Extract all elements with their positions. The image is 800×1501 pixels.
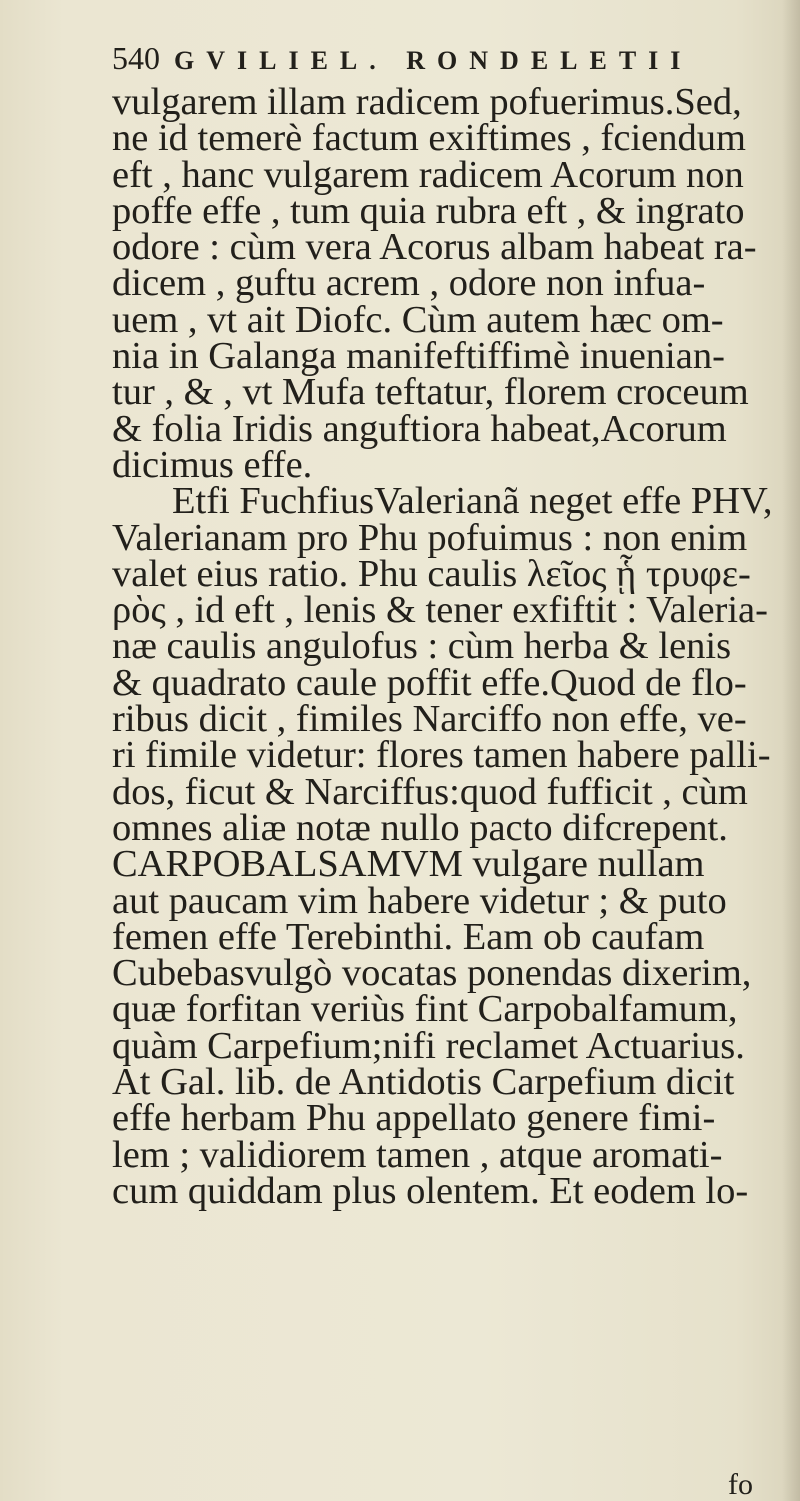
text-line: dicimus effe. [112,443,313,486]
text-line: effe herbam Phu appellato genere fimi- [112,1097,716,1140]
text-line: & folia Iridis anguftiora habeat,Acorum [112,407,727,450]
text-line: Valerianam pro Phu pofuimus : non enim [112,516,748,559]
text-line: ribus dicit , fimiles Narciffo non effe, ve- [112,698,747,741]
text-line: dos, ficut & Narciffus:quod fufficit , cùm [112,770,748,813]
catchword: fo [728,1468,753,1501]
text-line: cum quiddam plus olentem. Et eodem lo- [112,1169,749,1212]
text-line: ρὸς , id eft , lenis & tener exfiftit : Valeria- [112,589,768,632]
text-line: lem ; validiorem tamen , atque aromati- [112,1133,723,1176]
text-line: quàm Carpefium;nifi reclamet Actuarius. [112,1024,745,1067]
paragraph-start-line: Etfi FuchfiusValerianã neget effe PHV, [172,480,773,523]
text-line: ri fimile videtur: flores tamen habere palli- [112,734,771,777]
text-line: omnes aliæ notæ nullo pacto difcrepent. [112,806,728,849]
page-number: 540 [112,40,160,76]
text-line: quæ forfitan veriùs fint Carpobalfamum, [112,988,738,1031]
text-line: dicem , guftu acrem , odore non infua- [112,262,706,305]
text-line: vulgarem illam radicem pofuerimus.Sed, [112,81,742,123]
text-line: Cubebasvulgò vocatas ponendas dixerim, [112,952,752,995]
text-line: & quadrato caule poffit effe.Quod de flo- [112,661,747,704]
running-title: GVILIEL. RONDELETII [174,46,693,75]
text-line: uem , vt ait Diofc. Cùm autem hæc om- [112,298,724,341]
text-line: odore : cùm vera Acorus albam habeat ra- [112,226,757,269]
text-line: At Gal. lib. de Antidotis Carpefium dicit [112,1061,735,1104]
text-line: nia in Galanga manifeftiffimè inuenian- [112,335,725,378]
paragraph-start-line: CARPOBALSAMVM vulgare nullam [112,843,705,886]
text-line: eft , hanc vulgarem radicem Acorum non [112,153,744,196]
text-line: ne id temerè factum exiftimes , fciendum [112,117,746,160]
body-text [112,81,800,1212]
running-header [112,40,712,84]
text-line: valet eius ratio. Phu caulis λεῖος ᾗ τρυφε- [112,552,751,595]
text-line: poffe effe , tum quia rubra eft , & ingrato [112,189,745,232]
text-line: tur , & , vt Mufa teftatur, florem croceum [112,371,749,414]
text-line: aut paucam vim habere videtur ; & puto [112,879,727,922]
text-line: næ caulis angulofus : cùm herba & lenis [112,625,732,668]
text-line: femen effe Terebinthi. Eam ob caufam [112,915,705,958]
